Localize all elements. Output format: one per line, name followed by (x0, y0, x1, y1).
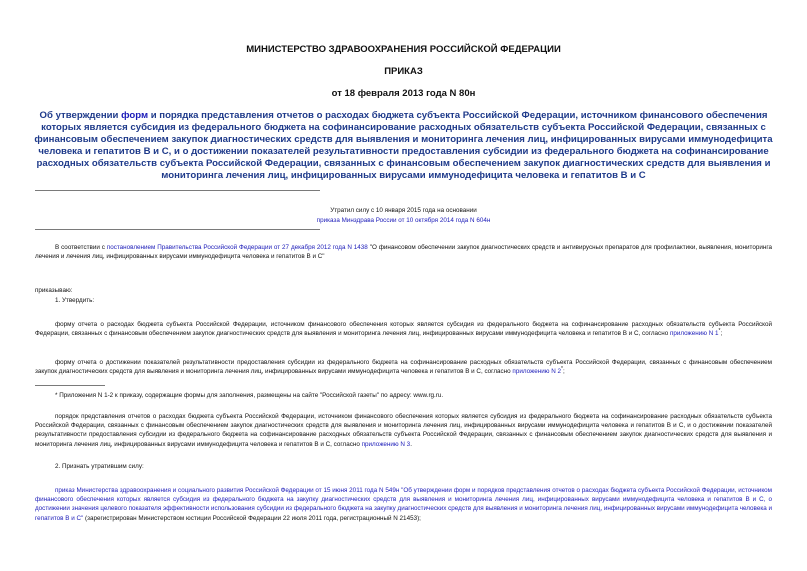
procedure-end: . (410, 440, 412, 448)
item-1: 1. Утвердить: (55, 297, 95, 304)
form2-end: ; (562, 368, 565, 376)
form2-paragraph (35, 358, 772, 376)
form1-end: ; (720, 330, 723, 338)
appendix1-link[interactable]: приложению N 1 (669, 330, 719, 338)
form2-footnote-mark: * (561, 366, 563, 373)
prikazyvayu: приказываю: (35, 287, 73, 294)
procedure-paragraph (35, 412, 772, 449)
procedure-text: порядок представления отчетов о расходах бюджета субъекта Российской Федерации, источником финансового обеспечения которых является субсидия из федерального бюджета на софинансирование расходных обязательств субъекта Российской Федерации, связанных с финансовым обеспечением закупок диагностических средств для выявления и мониторинга лечения лиц, инфицированных вирусами иммунодефицита человека и гепатитов В и С, и о достижении показателей результативности предоставления субсидии из федерального бюджета на софинансирование расходных обязательств субъекта Российской Федерации, связанных с финансовым обеспечением закупок диагностических средств для выявления и мониторинга лечения лиц, инфицированных вирусами иммунодефицита человека и гепатитов В и С, согласно (35, 413, 772, 448)
title-forms-link[interactable]: форм (121, 110, 149, 121)
preamble-text: В соответствии с (55, 244, 107, 251)
form1-paragraph (35, 320, 772, 338)
title-part2: и порядка представления отчетов о расходах бюджета субъекта Российской Федерации, источником финансового обеспечения которых является субсидия из федерального бюджета на софинансирование расходных обязательств субъекта Российской Федерации, связанных с финансовым обеспечением закупок диагностических средств для выявления и мониторинга лечения лиц, инфицированных вирусами иммунодефицита человека и гепатитов В и С, и о достижении показателей результативности предоставления субсидии из федерального бюджета на софинансирование расходных обязательств субъекта Российской Федерации, связанных с финансовым обеспечением закупок диагностических средств для выявления и мониторинга лечения лиц, инфицированных вирусами иммунодефицита человека и гепатитов В и С (34, 110, 773, 181)
title-part1: Об утверждении (39, 110, 122, 121)
status-link[interactable]: приказа Минздрава России от 10 октября 2014 года N 604н (316, 217, 491, 224)
item-2: 2. Признать утратившим силу: (55, 463, 144, 470)
preamble-link[interactable]: постановлением Правительства Российской Федерации от 27 декабря 2012 года N 1438 (106, 244, 368, 251)
appendix2-link[interactable]: приложению N 2 (512, 368, 561, 376)
document-date-number: от 18 февраля 2013 года N 80н (331, 88, 476, 99)
footnote: * Приложения N 1-2 к приказу, содержащие формы для заполнения, размещены на сайте "Российской газеты" по адресу: www.rg.ru. (55, 392, 444, 399)
ministry-heading: МИНИСТЕРСТВО ЗДРАВООХРАНЕНИЯ РОССИЙСКОЙ ФЕДЕРАЦИИ (246, 44, 561, 55)
footnote-separator (35, 385, 105, 386)
separator-top (35, 190, 320, 191)
form1-text: форму отчета о расходах бюджета субъекта Российской Федерации, источником финансового обеспечения которых является субсидия из федерального бюджета на софинансирование расходных обязательств субъекта Российской Федерации, связанных с финансовым обеспечением закупок диагностических средств для выявления и мониторинга лечения лиц, инфицированных вирусами иммунодефицита человека и гепатитов В и С, согласно (35, 321, 772, 338)
status-line1: Утратил силу с 10 января 2015 года на основании (330, 207, 477, 214)
document-type: ПРИКАЗ (384, 66, 423, 77)
repealed-order-link[interactable]: приказ Министерства здравоохранения и социального развития Российской Федерации от 15 июня 2011 года N 549н "Об утверждении форм и порядков представления отчетов о расходах бюджета субъекта Российской Федерации, источником финансового обеспечения которых является субсидия из федерального бюджета на закупку диагностических средств для выявления и мониторинга лечения лиц, инфицированных вирусами иммунодефицита человека и гепатитов В и С, о достижении значения целевого показателя эффективности использования субсидии из федерального бюджета на закупку диагностических средств для выявления и мониторинга лечения лиц, инфицированных вирусами иммунодефицита человека и гепатитов В и С" (35, 487, 772, 522)
form2-text: форму отчета о достижении показателей результативности предоставления субсидии из федерального бюджета на софинансирование расходных обязательств субъекта Российской Федерации, связанных с финансовым обеспечением закупок диагностических средств для выявления и мониторинга лечения лиц, инфицированных вирусами иммунодефицита человека и гепатитов В и С, согласно (35, 359, 772, 376)
form1-footnote-mark: * (718, 328, 721, 335)
appendix3-link[interactable]: приложению N 3 (361, 440, 411, 448)
repeal-text-end: (зарегистрирован Министерством юстиции Российской Федерации 22 июля 2011 года, регистрационный N 21453); (83, 514, 421, 522)
preamble-paragraph (35, 243, 772, 261)
document-title (28, 110, 779, 182)
separator-status (35, 229, 320, 230)
repeal-paragraph (35, 486, 772, 523)
preamble-text-end: "О финансовом обеспечении закупок диагностических средств и антивирусных препаратов для профилактики, выявления, мониторинга лечения и лечения лиц, инфицированных вирусами иммунодефицита человека и гепатитов В и С" (35, 244, 773, 261)
